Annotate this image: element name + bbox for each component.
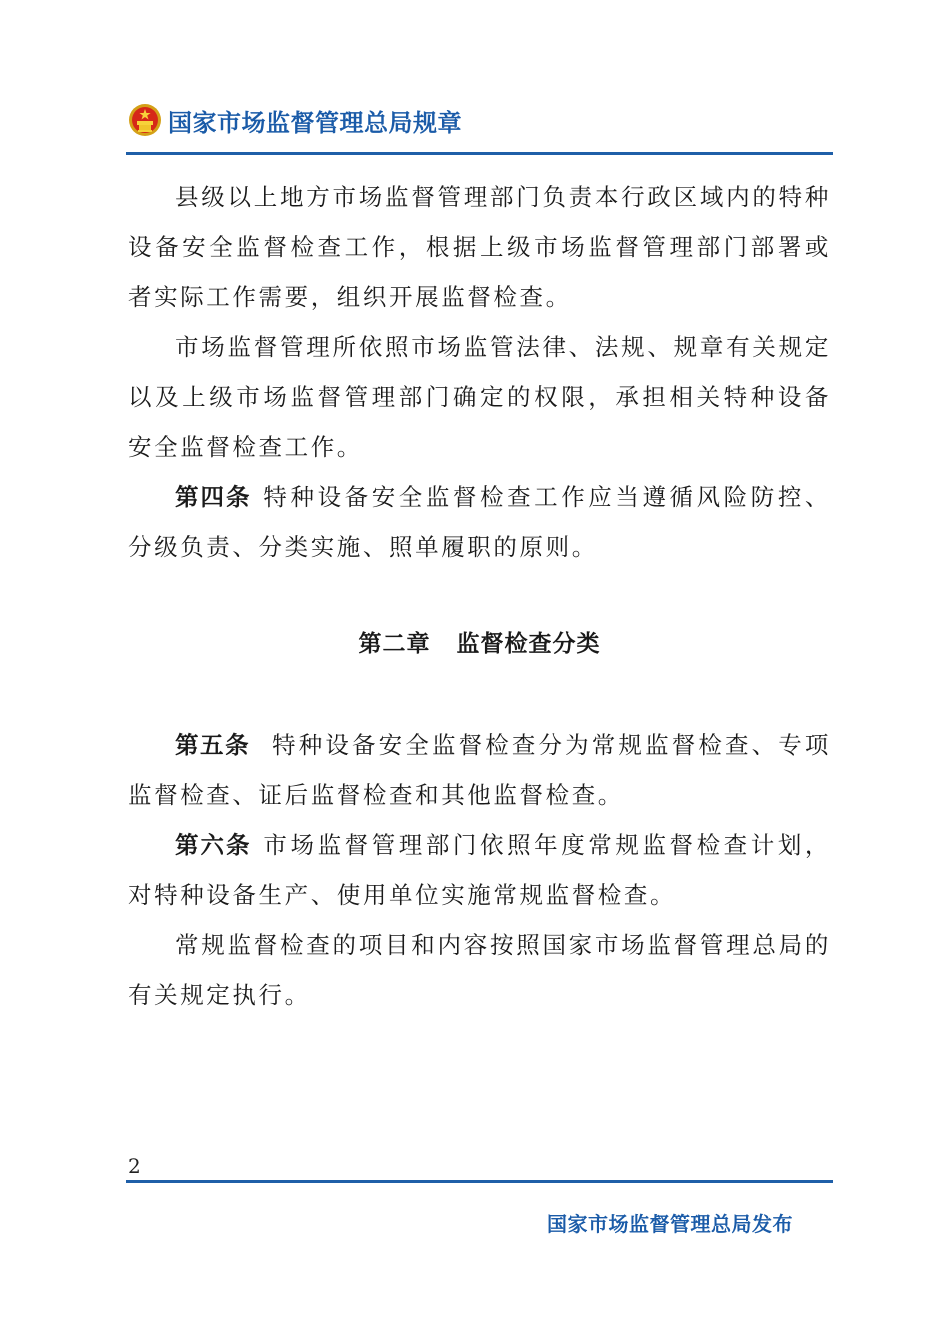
footer-publisher: 国家市场监督管理总局发布: [547, 1212, 793, 1236]
chapter-number: 第二章: [358, 631, 431, 657]
article-text: 特种设备安全监督检查分为常规监督检查、专项监督检查、证后监督检查和其他监督检查。: [128, 731, 831, 809]
national-emblem-icon: [128, 103, 162, 137]
paragraph-local-authority: 县级以上地方市场监督管理部门负责本行政区域内的特种设备安全监督检查工作，根据上级市场监督管理部门部署或者实际工作需要，组织开展监督检查。: [128, 183, 831, 311]
article-6: [128, 820, 831, 920]
article-text: 市场监督管理部门依照年度常规监督检查计划，对特种设备生产、使用单位实施常规监督检查。: [128, 831, 831, 909]
chapter-heading: [128, 622, 831, 666]
article-text: 特种设备安全监督检查工作应当遵循风险防控、分级负责、分类实施、照单履职的原则。: [128, 483, 831, 561]
article-4: [128, 472, 831, 572]
article-5: [128, 720, 831, 820]
header-title: 国家市场监督管理总局规章: [168, 108, 462, 137]
article-label: 第四条: [175, 483, 252, 511]
article-label: 第五条: [175, 731, 251, 759]
section-body-1: [128, 172, 831, 572]
section-body-2: [128, 720, 831, 1020]
article-label: 第六条: [175, 831, 252, 859]
chapter-title: 监督检查分类: [456, 631, 601, 657]
header-divider: [126, 152, 833, 155]
page-number: 2: [128, 1154, 141, 1178]
paragraph-supervision-office: 市场监督管理所依照市场监管法律、法规、规章有关规定以及上级市场监督管理部门确定的权限，承担相关特种设备安全监督检查工作。: [128, 333, 831, 461]
footer-divider: [126, 1180, 833, 1183]
paragraph-regular-inspection: 常规监督检查的项目和内容按照国家市场监督管理总局的有关规定执行。: [128, 931, 831, 1009]
document-header: [128, 98, 833, 142]
